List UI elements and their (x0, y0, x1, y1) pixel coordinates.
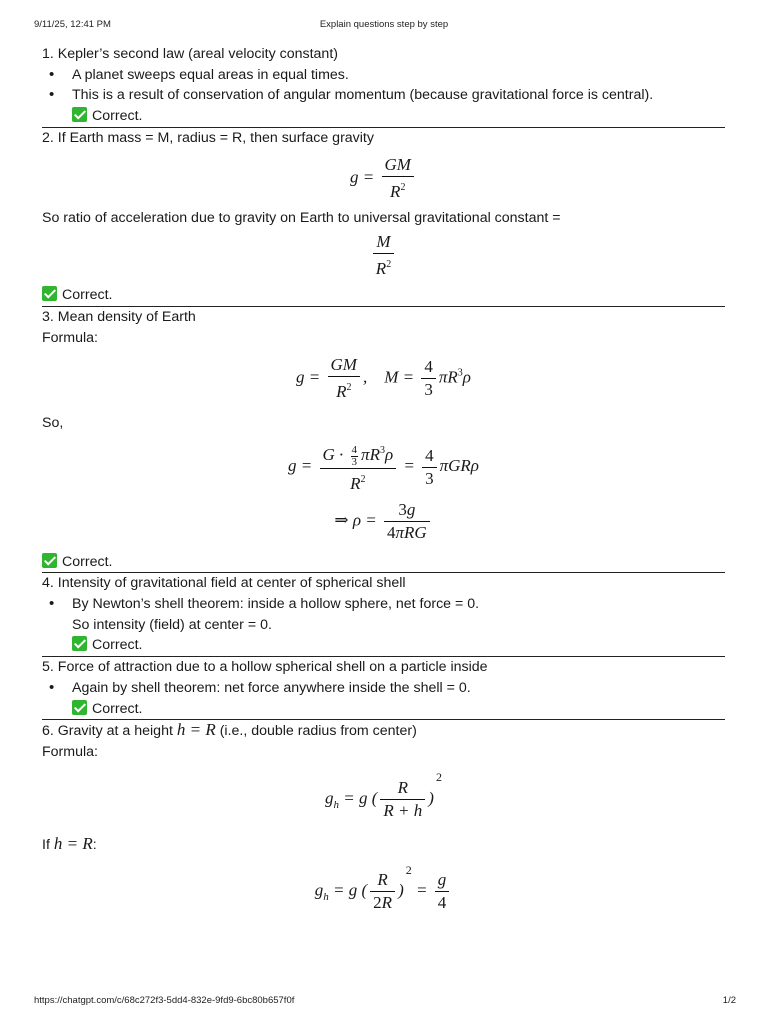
q6-formula-1: $g_h = g$ ( $\frac{R}{R + h}$ )$^2$ (325, 770, 442, 820)
q6-if-line: If h = R: (42, 833, 97, 853)
q6-inline-math: h = R (176, 720, 216, 740)
checkmark-icon (42, 286, 57, 301)
q6-if-math: h = R (53, 833, 93, 853)
q2-formula-gravity: g = $\frac{GM}{R^2}$ (42, 154, 725, 203)
q4-title: 4. Intensity of gravitational field at center of spherical shell (42, 575, 406, 592)
q1-bullet-2: • This is a result of conservation of angular momentum (because gravitational force is central). (42, 85, 725, 106)
q2-title: 2. If Earth mass = M, radius = R, then surface gravity (42, 129, 374, 146)
q3-title: 3. Mean density of Earth (42, 308, 196, 325)
q1-status: Correct. (42, 106, 725, 127)
q3-formula-1: g = $\frac{GM}{R^2}$ , M = $\frac{4}{3}$ $\pi R^3\rho$ (296, 355, 471, 402)
q3-so-label: So, (42, 415, 64, 432)
q6-formula-2: $g_h = g$ ( $\frac{R}{2R}$ )$^2$ = $\frac{g}{4}$ (42, 869, 725, 914)
document-body (42, 44, 725, 914)
q3-formula-3: ⇒ ρ = $\frac{3g}{\text{4πRG}}$ (42, 499, 725, 544)
q1-title: 1. Kepler’s second law (areal velocity constant) (42, 46, 338, 62)
checkmark-icon (72, 700, 87, 715)
q3-status: Correct. (42, 552, 725, 573)
print-datetime: 9/11/25, 12:41 PM (34, 19, 111, 30)
print-title: Explain questions step by step (319, 19, 449, 30)
checkmark-icon (72, 107, 87, 122)
checkmark-icon (42, 553, 57, 568)
q5-title: 5. Force of attraction due to a hollow spherical shell on a particle inside (42, 659, 488, 676)
q6-title: 6. Gravity at a height h = R (i.e., double radius from center) (42, 720, 417, 740)
q6-formula-label: Formula: (42, 743, 98, 760)
q4-continuation: So intensity (field) at center = 0. (72, 616, 272, 633)
page-number: 1/2 (722, 995, 736, 1006)
q3-formula-2: g = G · $\frac{4}{3}$ $\pi R^3\rho$ $R^2$ = $\frac{4}{3}$ πGRρ (288, 443, 479, 493)
q2-text: So ratio of acceleration due to gravity on Earth to universal gravitational constant = (42, 209, 561, 226)
q2-status: Correct. (42, 285, 725, 306)
q2-formula-ratio: $\frac{M}{R^2}$ (42, 231, 725, 280)
q5-status: Correct. (42, 699, 725, 720)
checkmark-icon (72, 636, 87, 651)
print-url: https://chatgpt.com/c/68c272f3-5dd4-832e-9fd9-6bc80b657f0f (34, 995, 295, 1006)
q5-bullet: • Again by shell theorem: net force anywhere inside the shell = 0. (42, 678, 725, 699)
q3-formula-label: Formula: (42, 329, 98, 346)
q4-bullet: • By Newton’s shell theorem: inside a hollow sphere, net force = 0. (42, 594, 725, 615)
q1-bullet-1: • A planet sweeps equal areas in equal times. (42, 65, 725, 86)
q4-status: Correct. (42, 635, 725, 656)
